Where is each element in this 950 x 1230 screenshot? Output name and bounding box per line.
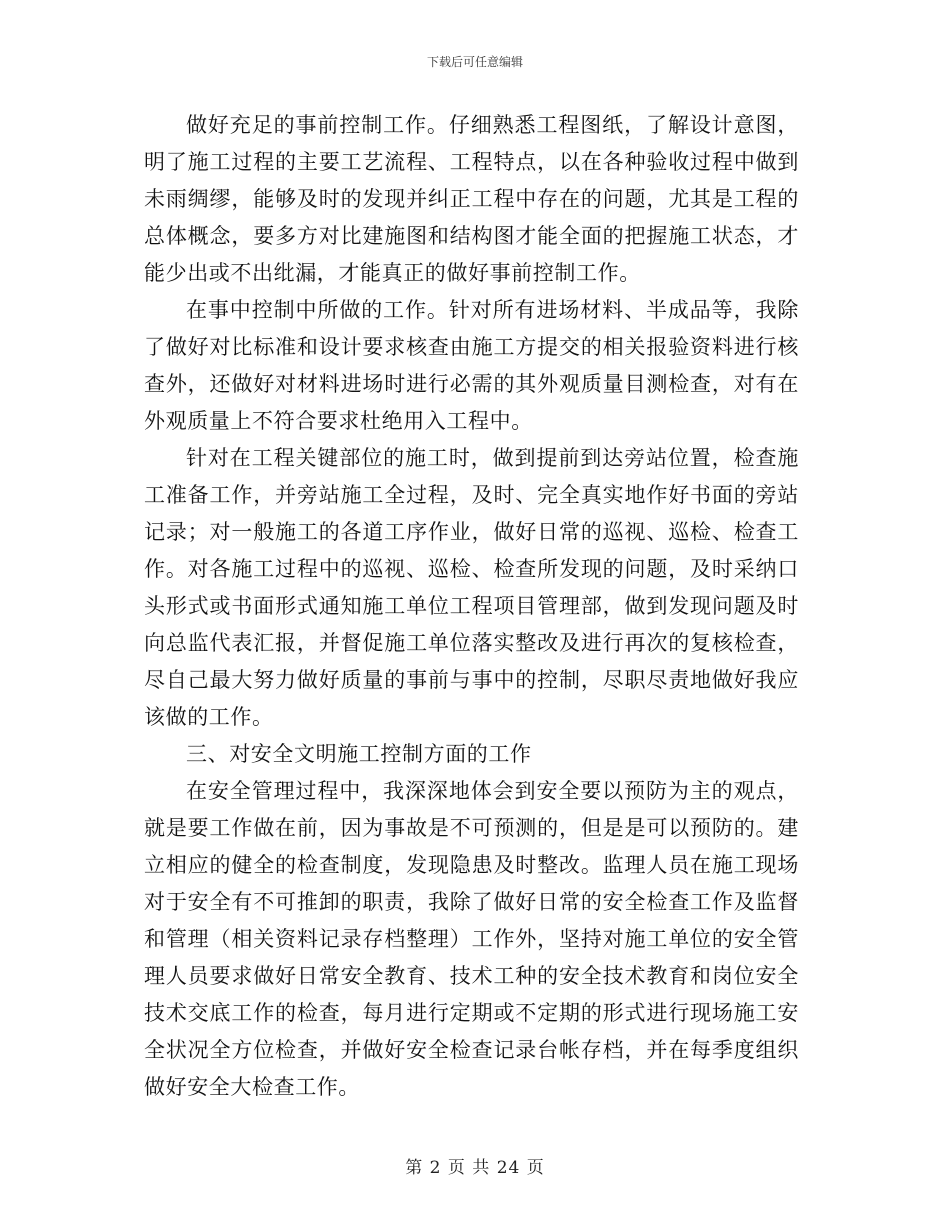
section-heading-safety: 三、对安全文明施工控制方面的工作 — [186, 742, 532, 766]
page-header: 下载后可任意编辑 — [426, 55, 523, 69]
paragraph-safety-management: 在安全管理过程中，我深深地体会到安全要以预防为主的观点，就是要工作做在前，因为事故是不可预测的，但是是可以预防的。建立相应的健全的检查制度，发现隐患及时整改。监理人员在施工现场对于安全有不可推卸的职责，我除了做好日常的安全检查工作及监督和管理（相关资料记录存档整理）工作外，坚持对施工单位的安全管理人员要求做好日常安全教育、技术工种的安全技术教育和岗位安全技术交底工作的检查，每月进行定期或不定期的形式进行现场施工安全状况全方位检查，并做好安全检查记录台帐存档，并在每季度组织做好安全大检查工作。 — [144, 779, 799, 1099]
document-body — [144, 107, 799, 1106]
paragraph-key-parts-supervision: 针对在工程关键部位的施工时，做到提前到达旁站位置，检查施工准备工作，并旁站施工全过程，及时、完全真实地作好书面的旁站记录；对一般施工的各道工序作业，做好日常的巡视、巡检、检查工作。对各施工过程中的巡视、巡检、检查所发现的问题，及时采纳口头形式或书面形式通知施工单位工程项目管理部，做到发现问题及时向总监代表汇报，并督促施工单位落实整改及进行再次的复核检查，尽自己最大努力做好质量的事前与事中的控制，尽职尽责地做好我应该做的工作。 — [144, 446, 799, 729]
paragraph-in-process-control: 在事中控制中所做的工作。针对所有进场材料、半成品等，我除了做好对比标准和设计要求核查由施工方提交的相关报验资料进行核查外，还做好对材料进场时进行必需的其外观质量目测检查，对有在外观质量上不符合要求杜绝用入工程中。 — [144, 298, 799, 433]
page-number-footer: 第 2 页 共 24 页 — [405, 1158, 545, 1178]
paragraph-pre-control: 做好充足的事前控制工作。仔细熟悉工程图纸，了解设计意图，明了施工过程的主要工艺流程、工程特点，以在各种验收过程中做到未雨绸缪，能够及时的发现并纠正工程中存在的问题，尤其是工程的总体概念，要多方对比建施图和结构图才能全面的把握施工状态，才能少出或不出纰漏，才能真正的做好事前控制工作。 — [144, 113, 799, 285]
